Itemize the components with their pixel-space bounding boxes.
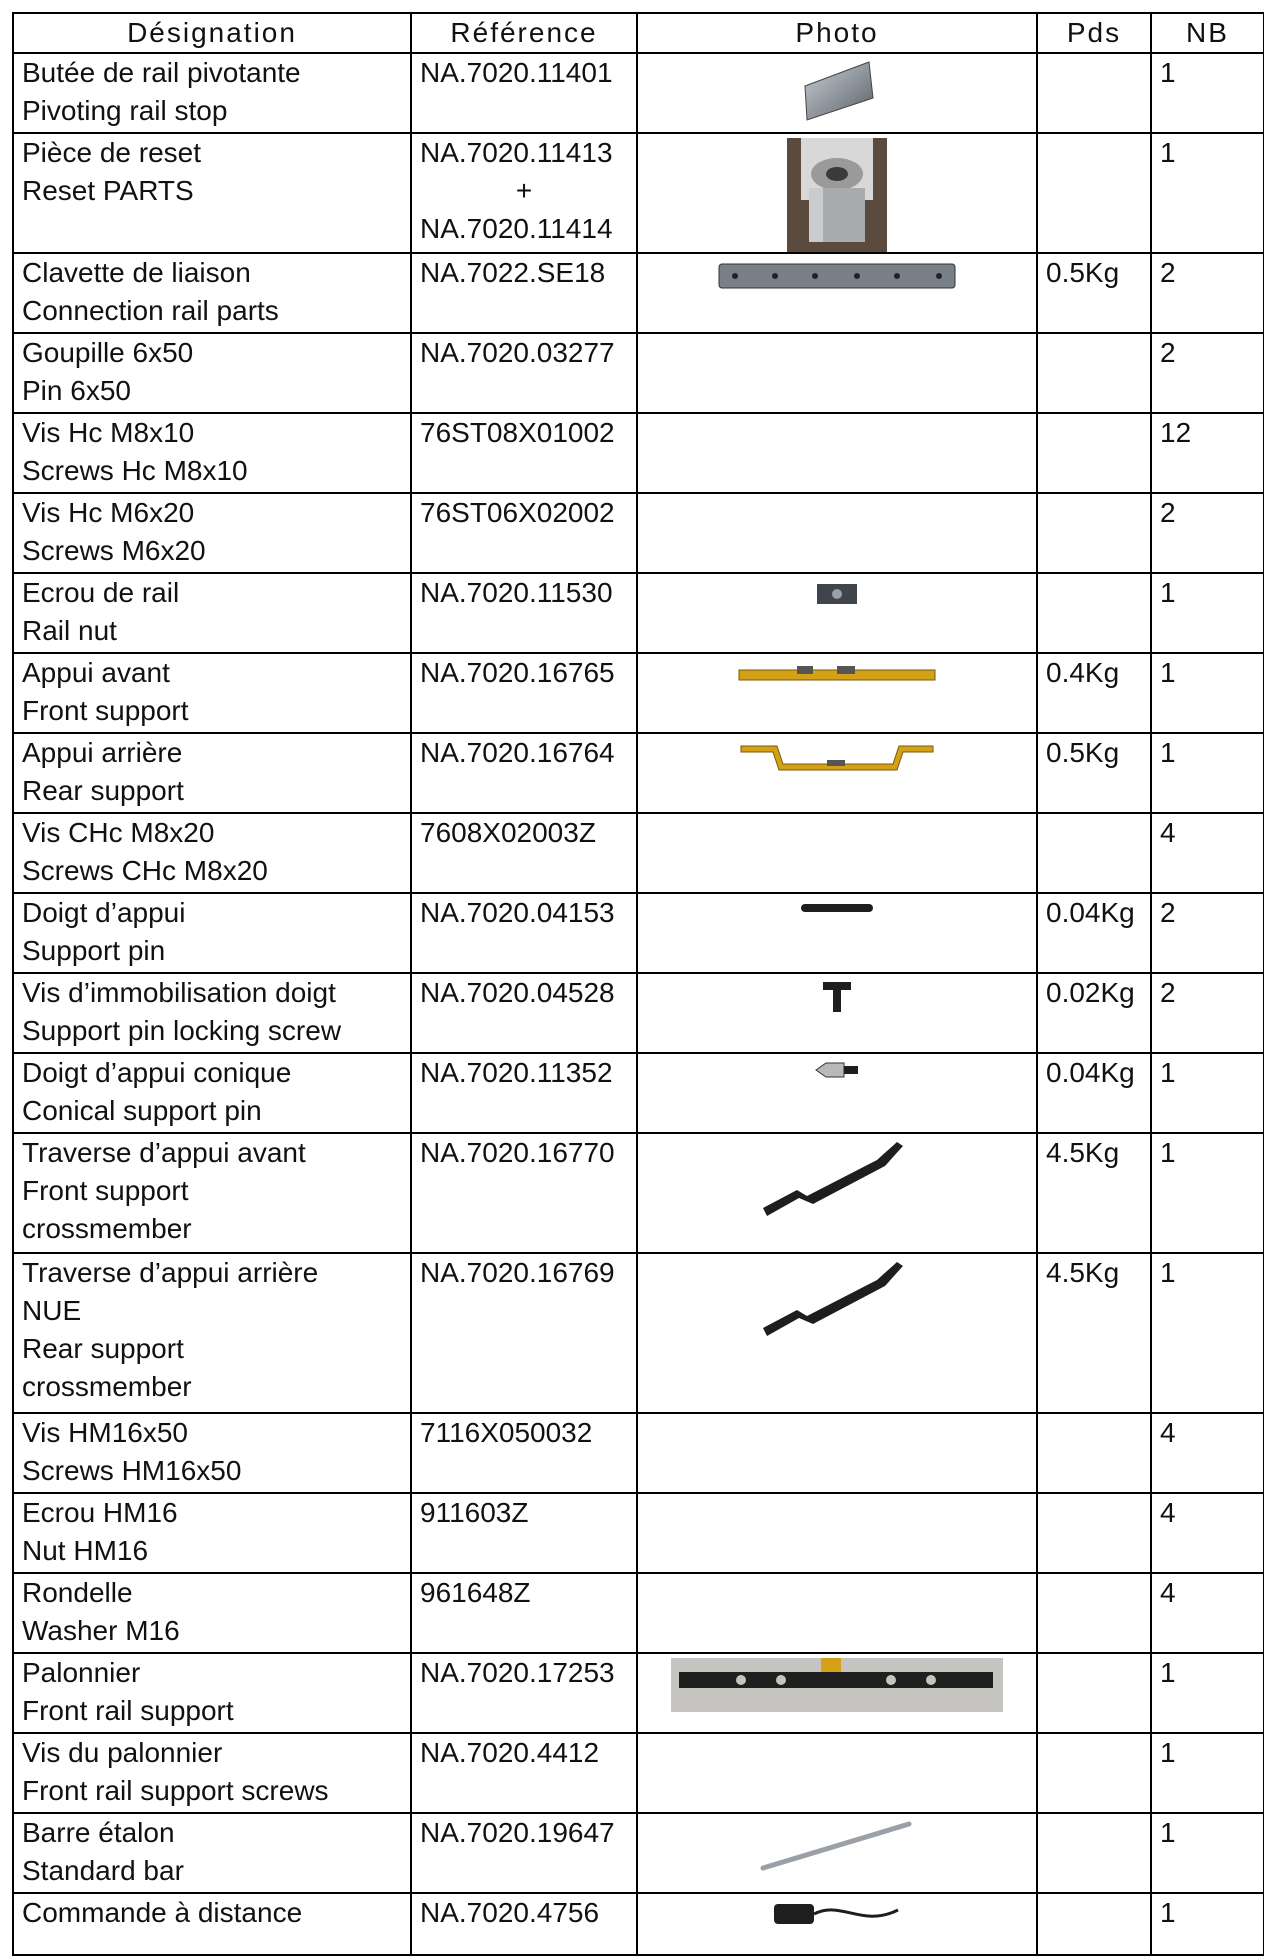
quantity-cell: 1 xyxy=(1151,733,1264,813)
designation-cell xyxy=(13,573,411,653)
designation-en: Connection rail parts xyxy=(22,295,279,326)
quantity-cell: 1 xyxy=(1151,133,1264,253)
photo-cell xyxy=(637,1253,1037,1413)
reference-value: NA.7020.04528 xyxy=(420,977,615,1008)
t-screw-photo xyxy=(646,978,1028,1014)
reference-cell xyxy=(411,413,637,493)
designation-cell xyxy=(13,1253,411,1413)
designation-fr: Traverse d’appui arrière xyxy=(22,1257,319,1288)
designation-cell xyxy=(13,973,411,1053)
nut-photo xyxy=(646,578,1028,608)
reference-cell xyxy=(411,1053,637,1133)
quantity-cell: 2 xyxy=(1151,973,1264,1053)
quantity-cell: 4 xyxy=(1151,813,1264,893)
table-row xyxy=(13,1573,1264,1653)
reference-cell xyxy=(411,1413,637,1493)
weight-cell xyxy=(1037,493,1151,573)
weight-cell xyxy=(1037,1813,1151,1893)
designation-cell xyxy=(13,1133,411,1253)
designation-fr: NUE xyxy=(22,1295,82,1326)
designation-cell xyxy=(13,133,411,253)
table-row xyxy=(13,493,1264,573)
reference-cell xyxy=(411,1653,637,1733)
quantity-cell: 2 xyxy=(1151,893,1264,973)
quantity-cell: 4 xyxy=(1151,1493,1264,1573)
weight-cell xyxy=(1037,133,1151,253)
reference-value: NA.7022.SE18 xyxy=(420,257,606,288)
table-row xyxy=(13,1413,1264,1493)
cylinder-photo xyxy=(646,138,1028,252)
photo-cell xyxy=(637,1413,1037,1493)
designation-cell xyxy=(13,1413,411,1493)
photo-cell xyxy=(637,1813,1037,1893)
reference-value: NA.7020.4756 xyxy=(420,1897,600,1928)
quantity-cell: 1 xyxy=(1151,573,1264,653)
table-row xyxy=(13,1493,1264,1573)
weight-cell: 4.5Kg xyxy=(1037,1253,1151,1413)
table-row xyxy=(13,1813,1264,1893)
palonnier-photo xyxy=(646,1658,1028,1712)
bar-holes-photo xyxy=(646,258,1028,294)
reference-cell xyxy=(411,1573,637,1653)
designation-fr: Barre étalon xyxy=(22,1817,175,1848)
header-designation: Désignation xyxy=(13,13,411,53)
parts-table xyxy=(12,12,1264,1956)
reference-cell xyxy=(411,1253,637,1413)
reference-value: 961648Z xyxy=(420,1577,531,1608)
photo-cell xyxy=(637,893,1037,973)
table-row xyxy=(13,1653,1264,1733)
table-row xyxy=(13,893,1264,973)
reference-value: NA.7020.17253 xyxy=(420,1657,615,1688)
weight-cell: 0.04Kg xyxy=(1037,1053,1151,1133)
table-row xyxy=(13,333,1264,413)
table-row xyxy=(13,133,1264,253)
table-row xyxy=(13,53,1264,133)
reference-cell xyxy=(411,653,637,733)
photo-cell xyxy=(637,133,1037,253)
designation-cell xyxy=(13,893,411,973)
designation-fr: Vis CHc M8x20 xyxy=(22,817,215,848)
designation-en: Rear support xyxy=(22,775,184,806)
designation-fr: Vis Hc M8x10 xyxy=(22,417,195,448)
designation-cell xyxy=(13,1573,411,1653)
reference-cell xyxy=(411,133,637,253)
designation-cell xyxy=(13,253,411,333)
designation-cell xyxy=(13,1893,411,1955)
reference-cell xyxy=(411,733,637,813)
weight-cell xyxy=(1037,1733,1151,1813)
photo-cell xyxy=(637,1493,1037,1573)
quantity-cell: 4 xyxy=(1151,1573,1264,1653)
reference-value: NA.7020.11530 xyxy=(420,577,613,608)
reference-value: NA.7020.11352 xyxy=(420,1057,613,1088)
designation-fr: Pièce de reset xyxy=(22,137,201,168)
header-photo: Photo xyxy=(637,13,1037,53)
weight-cell xyxy=(1037,1573,1151,1653)
parts-table-body xyxy=(13,53,1264,1955)
header-pds: Pds xyxy=(1037,13,1151,53)
reference-value: NA.7020.16764 xyxy=(420,737,615,768)
designation-cell xyxy=(13,733,411,813)
designation-en: Support pin xyxy=(22,935,166,966)
quantity-cell: 1 xyxy=(1151,653,1264,733)
quantity-cell: 1 xyxy=(1151,1253,1264,1413)
weight-cell xyxy=(1037,1493,1151,1573)
designation-en: Rail nut xyxy=(22,615,117,646)
table-row xyxy=(13,733,1264,813)
reference-cell xyxy=(411,493,637,573)
table-row xyxy=(13,573,1264,653)
reference-value: 911603Z xyxy=(420,1497,529,1528)
table-row xyxy=(13,813,1264,893)
reference-value: 7116X050032 xyxy=(420,1417,593,1448)
reference-value: NA.7020.03277 xyxy=(420,337,615,368)
photo-cell xyxy=(637,253,1037,333)
quantity-cell: 1 xyxy=(1151,1653,1264,1733)
photo-cell xyxy=(637,813,1037,893)
designation-cell xyxy=(13,653,411,733)
designation-cell xyxy=(13,1653,411,1733)
reference-value: NA.7020.04153 xyxy=(420,897,615,928)
reference-cell xyxy=(411,253,637,333)
header-row xyxy=(13,13,1264,53)
weight-cell xyxy=(1037,813,1151,893)
quantity-cell: 1 xyxy=(1151,1733,1264,1813)
table-row xyxy=(13,1133,1264,1253)
reference-cell xyxy=(411,53,637,133)
weight-cell: 0.04Kg xyxy=(1037,893,1151,973)
designation-cell xyxy=(13,1813,411,1893)
designation-cell xyxy=(13,1493,411,1573)
designation-en: Rear support xyxy=(22,1333,184,1364)
quantity-cell: 1 xyxy=(1151,1133,1264,1253)
quantity-cell: 1 xyxy=(1151,1813,1264,1893)
weight-cell: 0.02Kg xyxy=(1037,973,1151,1053)
weight-cell: 4.5Kg xyxy=(1037,1133,1151,1253)
designation-en: Screws M6x20 xyxy=(22,535,206,566)
photo-cell xyxy=(637,1053,1037,1133)
photo-cell xyxy=(637,1573,1037,1653)
designation-en: Screws HM16x50 xyxy=(22,1455,242,1486)
plate-photo xyxy=(646,58,1028,124)
designation-en: crossmember xyxy=(22,1371,192,1402)
designation-cell xyxy=(13,413,411,493)
quantity-cell: 4 xyxy=(1151,1413,1264,1493)
designation-fr: Vis HM16x50 xyxy=(22,1417,189,1448)
standard-bar-photo xyxy=(646,1818,1028,1874)
reference-value: NA.7020.4412 xyxy=(420,1737,600,1768)
designation-en: Standard bar xyxy=(22,1855,184,1886)
quantity-cell: 1 xyxy=(1151,53,1264,133)
reference-value: NA.7020.16765 xyxy=(420,657,615,688)
table-row xyxy=(13,1253,1264,1413)
designation-en: Nut HM16 xyxy=(22,1535,149,1566)
quantity-cell: 12 xyxy=(1151,413,1264,493)
quantity-cell: 1 xyxy=(1151,1893,1264,1955)
reference-cell xyxy=(411,333,637,413)
designation-en: Reset PARTS xyxy=(22,175,194,206)
designation-fr: Ecrou HM16 xyxy=(22,1497,178,1528)
table-row xyxy=(13,653,1264,733)
designation-en: Front support xyxy=(22,1175,189,1206)
photo-cell xyxy=(637,653,1037,733)
designation-cell xyxy=(13,333,411,413)
conical-pin-photo xyxy=(646,1058,1028,1082)
designation-fr: Vis d’immobilisation doigt xyxy=(22,977,336,1008)
reference-value: NA.7020.16769 xyxy=(420,1257,615,1288)
reference-cell xyxy=(411,1813,637,1893)
designation-fr: Goupille 6x50 xyxy=(22,337,194,368)
reference-cell xyxy=(411,813,637,893)
reference-cell xyxy=(411,573,637,653)
table-row xyxy=(13,1053,1264,1133)
designation-cell xyxy=(13,53,411,133)
designation-fr: Traverse d’appui avant xyxy=(22,1137,306,1168)
designation-en: Screws Hc M8x10 xyxy=(22,455,248,486)
weight-cell: 0.5Kg xyxy=(1037,733,1151,813)
reference-cell xyxy=(411,1733,637,1813)
designation-en: Front rail support screws xyxy=(22,1775,329,1806)
designation-fr: Butée de rail pivotante xyxy=(22,57,301,88)
designation-en: Pivoting rail stop xyxy=(22,95,228,126)
reference-cell xyxy=(411,893,637,973)
weight-cell xyxy=(1037,413,1151,493)
designation-en: Support pin locking screw xyxy=(22,1015,342,1046)
table-row xyxy=(13,973,1264,1053)
designation-en: crossmember xyxy=(22,1213,192,1244)
reference-cell xyxy=(411,973,637,1053)
designation-fr: Appui arrière xyxy=(22,737,183,768)
yellow-bar-photo xyxy=(646,658,1028,690)
table-row xyxy=(13,1733,1264,1813)
reference-value: 7608X02003Z xyxy=(420,817,596,848)
reference-value: 76ST06X02002 xyxy=(420,497,615,528)
reference-value: NA.7020.16770 xyxy=(420,1137,615,1168)
photo-cell xyxy=(637,1133,1037,1253)
designation-en: Washer M16 xyxy=(22,1615,180,1646)
reference-cell xyxy=(411,1893,637,1955)
reference-value: NA.7020.11414 xyxy=(420,213,613,244)
designation-en: Front rail support xyxy=(22,1695,234,1726)
remote-photo xyxy=(646,1898,1028,1928)
quantity-cell: 2 xyxy=(1151,493,1264,573)
designation-fr: Doigt d’appui xyxy=(22,897,186,928)
designation-cell xyxy=(13,1733,411,1813)
designation-fr: Vis Hc M6x20 xyxy=(22,497,195,528)
photo-cell xyxy=(637,333,1037,413)
weight-cell: 0.4Kg xyxy=(1037,653,1151,733)
yellow-u-photo xyxy=(646,738,1028,780)
weight-cell xyxy=(1037,573,1151,653)
weight-cell xyxy=(1037,1653,1151,1733)
designation-en: Front support xyxy=(22,695,189,726)
designation-fr: Appui avant xyxy=(22,657,170,688)
designation-fr: Vis du palonnier xyxy=(22,1737,223,1768)
designation-en: Pin 6x50 xyxy=(22,375,131,406)
designation-fr: Clavette de liaison xyxy=(22,257,251,288)
reference-value: NA.7020.11401 xyxy=(420,57,613,88)
pin-photo xyxy=(646,898,1028,918)
quantity-cell: 2 xyxy=(1151,253,1264,333)
weight-cell xyxy=(1037,53,1151,133)
designation-fr: Commande à distance xyxy=(22,1897,303,1928)
quantity-cell: 2 xyxy=(1151,333,1264,413)
header-reference: Référence xyxy=(411,13,637,53)
reference-value: NA.7020.11413 xyxy=(420,137,613,168)
crossmember-photo xyxy=(646,1258,1028,1348)
weight-cell xyxy=(1037,1893,1151,1955)
photo-cell xyxy=(637,413,1037,493)
quantity-cell: 1 xyxy=(1151,1053,1264,1133)
weight-cell: 0.5Kg xyxy=(1037,253,1151,333)
designation-fr: Rondelle xyxy=(22,1577,133,1608)
reference-plus: + xyxy=(515,175,533,206)
table-row xyxy=(13,1893,1264,1955)
header-nb: NB xyxy=(1151,13,1264,53)
photo-cell xyxy=(637,973,1037,1053)
designation-fr: Palonnier xyxy=(22,1657,141,1688)
weight-cell xyxy=(1037,333,1151,413)
designation-en: Screws CHc M8x20 xyxy=(22,855,268,886)
designation-cell xyxy=(13,813,411,893)
photo-cell xyxy=(637,53,1037,133)
designation-fr: Doigt d’appui conique xyxy=(22,1057,292,1088)
reference-cell xyxy=(411,1493,637,1573)
weight-cell xyxy=(1037,1413,1151,1493)
photo-cell xyxy=(637,493,1037,573)
photo-cell xyxy=(637,1893,1037,1955)
photo-cell xyxy=(637,1653,1037,1733)
table-row xyxy=(13,253,1264,333)
table-row xyxy=(13,413,1264,493)
reference-value: NA.7020.19647 xyxy=(420,1817,615,1848)
photo-cell xyxy=(637,1733,1037,1813)
reference-value: 76ST08X01002 xyxy=(420,417,615,448)
designation-cell xyxy=(13,493,411,573)
photo-cell xyxy=(637,733,1037,813)
reference-cell xyxy=(411,1133,637,1253)
crossmember-photo xyxy=(646,1138,1028,1228)
designation-cell xyxy=(13,1053,411,1133)
designation-en: Conical support pin xyxy=(22,1095,262,1126)
photo-cell xyxy=(637,573,1037,653)
designation-fr: Ecrou de rail xyxy=(22,577,180,608)
